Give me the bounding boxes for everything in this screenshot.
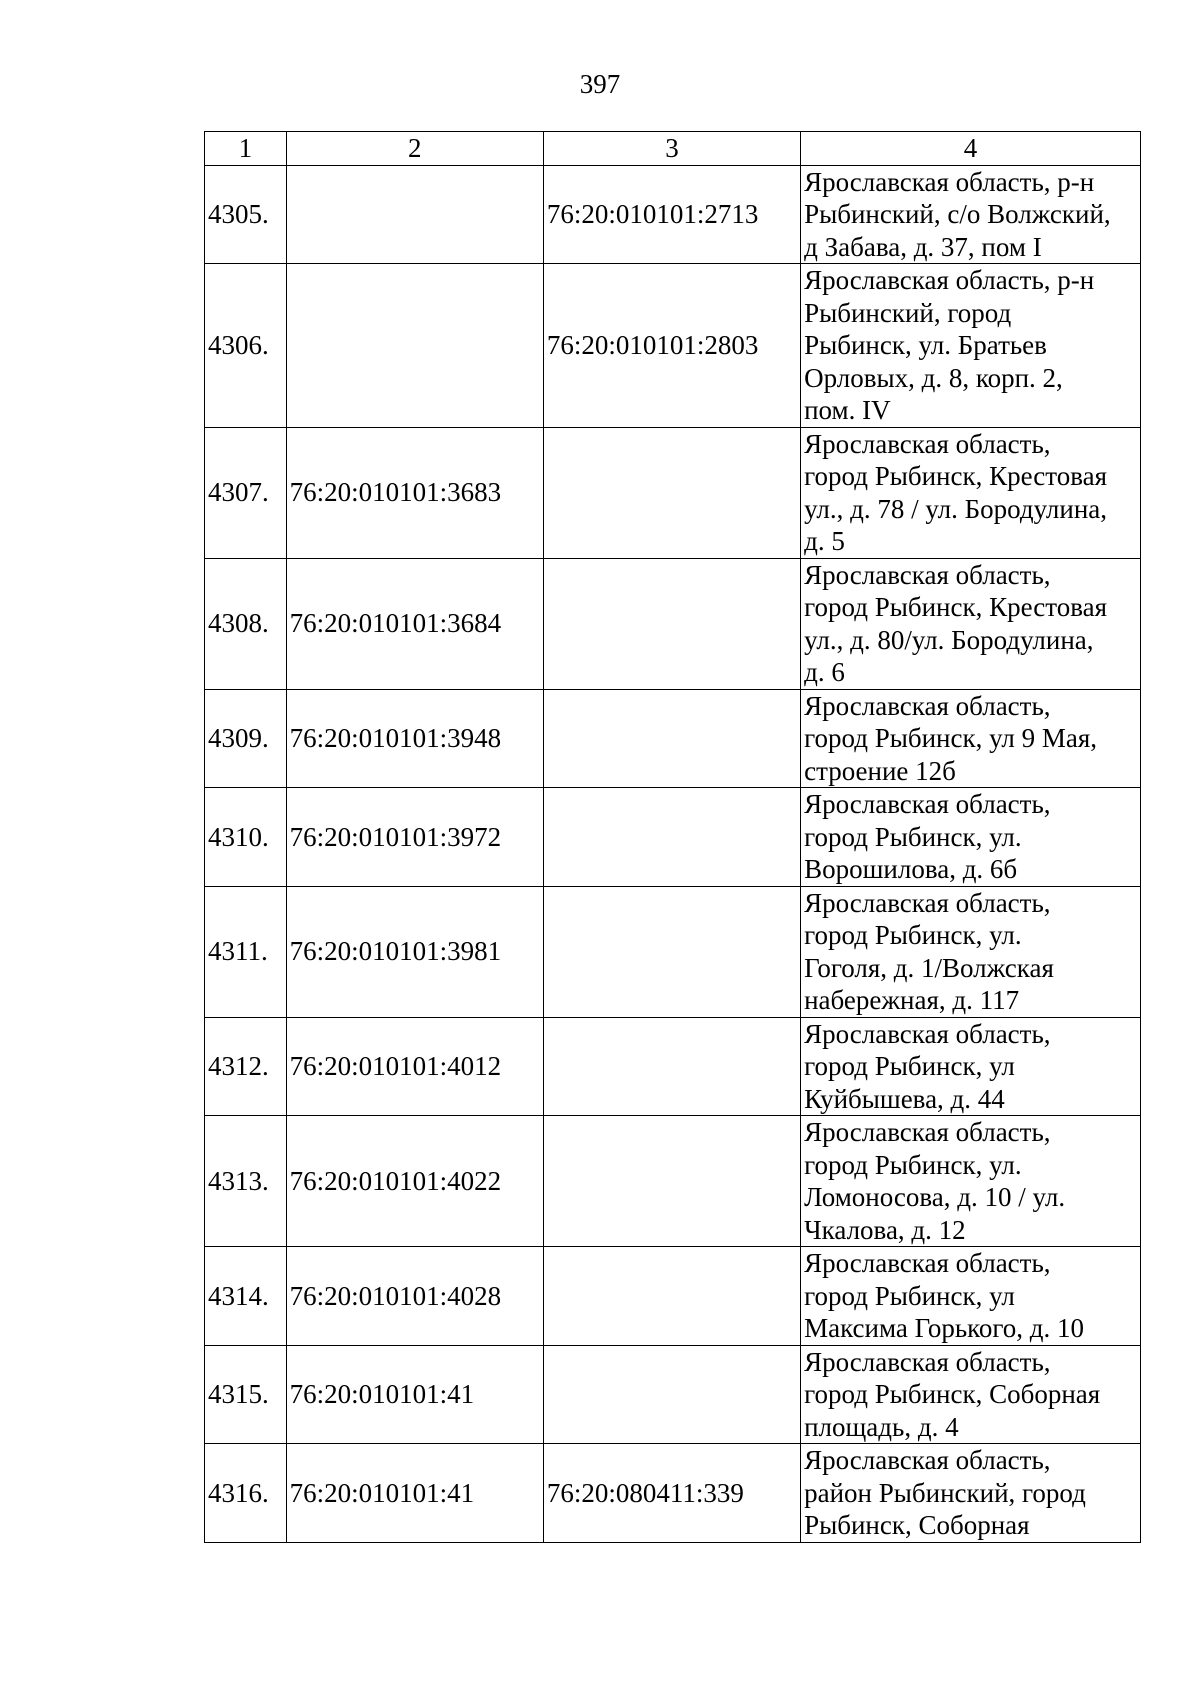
address-cell — [801, 689, 1141, 788]
table-row — [205, 1345, 1141, 1444]
address-line: д. 5 — [804, 526, 845, 556]
header-cell-4: 4 — [801, 132, 1141, 166]
table-row — [205, 427, 1141, 558]
row-number-cell: 4310. — [205, 788, 287, 887]
row-number-cell: 4309. — [205, 689, 287, 788]
address-line: Орловых, д. 8, корп. 2, — [804, 362, 1063, 393]
table-row — [205, 1116, 1141, 1247]
table-row — [205, 886, 1141, 1017]
address-cell — [801, 165, 1141, 264]
table-row — [205, 1247, 1141, 1346]
address-line: Куйбышева, д. 44 — [804, 1083, 1005, 1114]
address-line: город Рыбинск, Соборная — [804, 1379, 1101, 1409]
header-cell-1: 1 — [205, 132, 287, 166]
building-cadastral-number-cell — [543, 427, 800, 558]
building-cadastral-number-cell — [543, 1116, 800, 1247]
address-line: город Рыбинск, Крестовая — [804, 592, 1107, 622]
address-line: Гоголя, д. 1/Волжская — [804, 952, 1054, 983]
address-line: Ярославская область, — [804, 428, 1051, 459]
building-cadastral-number-cell — [543, 886, 800, 1017]
address-line: пом. IV — [804, 395, 891, 425]
address-cell — [801, 1444, 1141, 1543]
address-line: Ярославская область, — [804, 1117, 1051, 1147]
row-number-cell: 4311. — [205, 886, 287, 1017]
table-header-row — [205, 132, 1141, 166]
address-line: Ярославская область, — [804, 887, 1051, 918]
address-line: площадь, д. 4 — [804, 1411, 959, 1442]
building-cadastral-number-cell — [543, 788, 800, 887]
address-cell — [801, 1345, 1141, 1444]
address-line: набережная, д. 117 — [804, 985, 1020, 1015]
address-line: Ярославская область, — [804, 559, 1051, 590]
address-line: Рыбинск, ул. Братьев — [804, 330, 1047, 360]
building-cadastral-number-cell: 76:20:010101:2713 — [543, 165, 800, 264]
row-number-cell: 4307. — [205, 427, 287, 558]
address-line: Рыбинск, Соборная — [804, 1510, 1030, 1540]
address-cell — [801, 264, 1141, 428]
address-line: Ярославская область, — [804, 789, 1051, 819]
cadastral-number-cell — [286, 165, 543, 264]
page-number: 397 — [579, 69, 621, 99]
table-row — [205, 1017, 1141, 1116]
row-number-cell: 4306. — [205, 264, 287, 428]
building-cadastral-number-cell — [543, 1345, 800, 1444]
cadastral-number-cell: 76:20:010101:3684 — [286, 558, 543, 689]
address-line: город Рыбинск, ул. — [804, 1149, 1022, 1180]
cadastral-number-cell: 76:20:010101:3981 — [286, 886, 543, 1017]
cadastral-number-cell: 76:20:010101:4028 — [286, 1247, 543, 1346]
table-body — [205, 165, 1141, 1542]
building-cadastral-number-cell: 76:20:080411:339 — [543, 1444, 800, 1543]
table-row — [205, 558, 1141, 689]
address-line: Ломоносова, д. 10 / ул. — [804, 1182, 1066, 1212]
cadastral-number-cell: 76:20:010101:3683 — [286, 427, 543, 558]
address-line: город Рыбинск, ул. — [804, 920, 1022, 950]
address-line: ул., д. 78 / ул. Бородулина, — [804, 493, 1108, 524]
address-line: Ярославская область, р-н — [804, 166, 1095, 197]
building-cadastral-number-cell — [543, 1247, 800, 1346]
row-number-cell: 4313. — [205, 1116, 287, 1247]
address-line: Ярославская область, — [804, 1248, 1051, 1278]
cadastral-number-cell: 76:20:010101:41 — [286, 1444, 543, 1543]
address-line: район Рыбинский, город — [804, 1477, 1086, 1508]
cadastral-number-cell: 76:20:010101:4012 — [286, 1017, 543, 1116]
address-line: Ярославская область, — [804, 690, 1051, 721]
cadastral-number-cell: 76:20:010101:4022 — [286, 1116, 543, 1247]
address-line: д Забава, д. 37, пом I — [804, 231, 1042, 262]
table-row — [205, 165, 1141, 264]
row-number-cell: 4315. — [205, 1345, 287, 1444]
cadastral-number-cell: 76:20:010101:3972 — [286, 788, 543, 887]
address-line: Ворошилова, д. 6б — [804, 854, 1018, 884]
building-cadastral-number-cell: 76:20:010101:2803 — [543, 264, 800, 428]
address-cell — [801, 886, 1141, 1017]
building-cadastral-number-cell — [543, 558, 800, 689]
header-cell-2: 2 — [286, 132, 543, 166]
address-cell — [801, 1116, 1141, 1247]
address-line: Ярославская область, — [804, 1018, 1051, 1049]
address-line: Ярославская область, р-н — [804, 265, 1095, 295]
address-cell — [801, 788, 1141, 887]
cadastral-number-cell — [286, 264, 543, 428]
address-line: город Рыбинск, Крестовая — [804, 461, 1107, 491]
address-line: город Рыбинск, ул 9 Мая, — [804, 723, 1098, 753]
building-cadastral-number-cell — [543, 689, 800, 788]
table-row — [205, 264, 1141, 428]
address-line: город Рыбинск, ул — [804, 1280, 1015, 1311]
header-cell-3: 3 — [543, 132, 800, 166]
row-number-cell: 4316. — [205, 1444, 287, 1543]
row-number-cell: 4312. — [205, 1017, 287, 1116]
registry-table — [204, 131, 1141, 1543]
address-line: Рыбинский, с/о Волжский, — [804, 199, 1111, 229]
address-line: Максима Горького, д. 10 — [804, 1313, 1085, 1343]
address-line: город Рыбинск, ул. — [804, 821, 1022, 852]
address-line: Чкалова, д. 12 — [804, 1214, 966, 1245]
table-row — [205, 1444, 1141, 1543]
table-row — [205, 788, 1141, 887]
address-cell — [801, 427, 1141, 558]
address-cell — [801, 558, 1141, 689]
building-cadastral-number-cell — [543, 1017, 800, 1116]
address-line: город Рыбинск, ул — [804, 1051, 1015, 1081]
row-number-cell: 4305. — [205, 165, 287, 264]
row-number-cell: 4314. — [205, 1247, 287, 1346]
address-line: Рыбинский, город — [804, 297, 1012, 328]
address-line: Ярославская область, — [804, 1445, 1051, 1475]
address-line: ул., д. 80/ул. Бородулина, — [804, 624, 1094, 655]
cadastral-number-cell: 76:20:010101:41 — [286, 1345, 543, 1444]
address-line: Ярославская область, — [804, 1346, 1051, 1377]
address-cell — [801, 1247, 1141, 1346]
row-number-cell: 4308. — [205, 558, 287, 689]
cadastral-number-cell: 76:20:010101:3948 — [286, 689, 543, 788]
address-line: д. 6 — [804, 657, 845, 687]
table-row — [205, 689, 1141, 788]
address-line: строение 12б — [804, 755, 956, 786]
address-cell — [801, 1017, 1141, 1116]
